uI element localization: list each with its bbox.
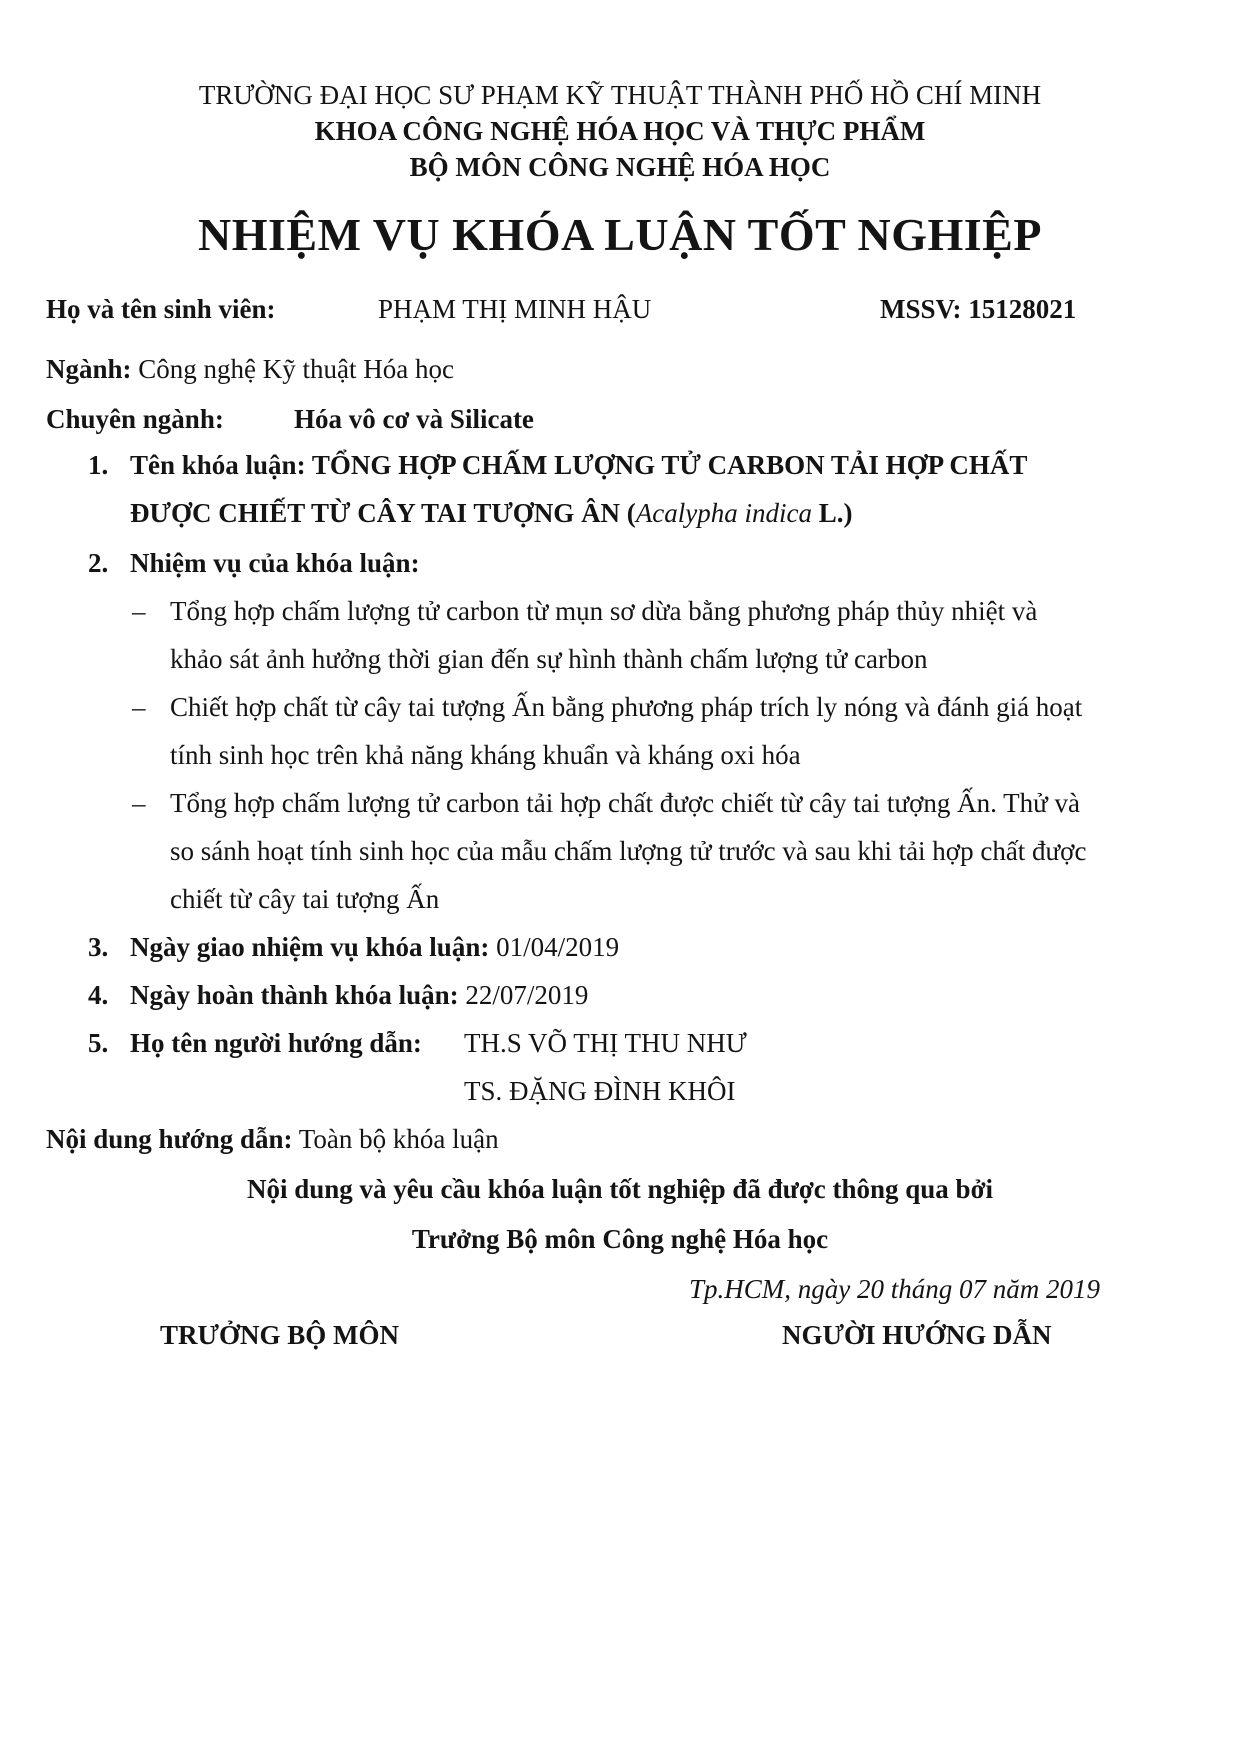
date-line: Tp.HCM, ngày 20 tháng 07 năm 2019 xyxy=(689,1274,1100,1304)
item-number: 5. xyxy=(88,1028,109,1058)
thesis-title-label: Tên khóa luận: xyxy=(130,450,306,480)
student-id-label: MSSV: xyxy=(880,294,962,324)
university-name: TRƯỜNG ĐẠI HỌC SƯ PHẠM KỸ THUẬT THÀNH PHỐ HỒ CHÍ MINH xyxy=(198,80,1042,110)
guidance-row xyxy=(46,1126,499,1153)
assign-date-row xyxy=(130,934,619,961)
task2-line2: tính sinh học trên khả năng kháng khuẩn và kháng oxi hóa xyxy=(170,740,801,770)
advisor-1: TH.S VÕ THỊ THU NHƯ xyxy=(464,1028,747,1058)
guidance-value: Toàn bộ khóa luận xyxy=(298,1124,499,1154)
major-row xyxy=(46,356,454,383)
item-number: 4. xyxy=(88,980,109,1010)
item-number: 3. xyxy=(88,932,109,962)
task3-line1: Tổng hợp chấm lượng tử carbon tải hợp chất được chiết từ cây tai tượng Ấn. Thử và xyxy=(170,788,1080,818)
student-id: 15128021 xyxy=(968,294,1077,324)
approval-line1: Nội dung và yêu cầu khóa luận tốt nghiệp đã được thông qua bởi xyxy=(246,1174,994,1204)
complete-date-value: 22/07/2019 xyxy=(465,980,589,1010)
bullet-dash: – xyxy=(132,788,146,818)
task1-line2: khảo sát ảnh hưởng thời gian đến sự hình thành chấm lượng tử carbon xyxy=(170,644,928,674)
bullet-dash: – xyxy=(132,596,146,626)
major-value: Công nghệ Kỹ thuật Hóa học xyxy=(138,354,454,384)
department-name: BỘ MÔN CÔNG NGHỆ HÓA HỌC xyxy=(409,152,831,182)
task3-line2: so sánh hoạt tính sinh học của mẫu chấm lượng tử trước và sau khi tải hợp chất được xyxy=(170,836,1087,866)
assign-date-value: 01/04/2019 xyxy=(496,932,620,962)
assign-date-label: Ngày giao nhiệm vụ khóa luận: xyxy=(130,932,490,962)
task1-line1: Tổng hợp chấm lượng tử carbon từ mụn sơ dừa bằng phương pháp thủy nhiệt và xyxy=(170,596,1038,626)
thesis-title-line1 xyxy=(130,452,1027,479)
thesis-title-line2-suffix: L.) xyxy=(812,498,853,528)
major-label: Ngành: xyxy=(46,354,132,384)
advisor-2: TS. ĐẶNG ĐÌNH KHÔI xyxy=(464,1076,736,1106)
thesis-title-line2 xyxy=(130,500,853,527)
student-name-label: Họ và tên sinh viên: xyxy=(46,294,276,324)
complete-date-label: Ngày hoàn thành khóa luận: xyxy=(130,980,459,1010)
page-title: NHIỆM VỤ KHÓA LUẬN TỐT NGHIỆP xyxy=(198,209,1042,260)
specialization-label: Chuyên ngành: xyxy=(46,404,224,434)
task2-line1: Chiết hợp chất từ cây tai tượng Ấn bằng phương pháp trích ly nóng và đánh giá hoạt xyxy=(170,692,1083,722)
faculty-name: KHOA CÔNG NGHỆ HÓA HỌC VÀ THỰC PHẨM xyxy=(314,116,926,146)
student-id-row xyxy=(880,296,1076,323)
item-number: 1. xyxy=(88,450,109,480)
bullet-dash: – xyxy=(132,692,146,722)
thesis-title-line2-prefix: ĐƯỢC CHIẾT TỪ CÂY TAI TƯỢNG ÂN ( xyxy=(130,498,636,528)
signature-left-title: TRƯỞNG BỘ MÔN xyxy=(160,1320,399,1350)
tasks-label: Nhiệm vụ của khóa luận: xyxy=(130,548,420,578)
thesis-title-text: TỔNG HỢP CHẤM LƯỢNG TỬ CARBON TẢI HỢP CHẤT xyxy=(311,450,1028,480)
specialization-value: Hóa vô cơ và Silicate xyxy=(294,404,534,434)
guidance-label: Nội dung hướng dẫn: xyxy=(46,1124,293,1154)
thesis-title-species: Acalypha indica xyxy=(635,498,813,528)
student-name: PHẠM THỊ MINH HẬU xyxy=(378,294,652,324)
complete-date-row xyxy=(130,982,588,1009)
approval-line2: Trưởng Bộ môn Công nghệ Hóa học xyxy=(411,1224,829,1254)
advisors-label: Họ tên người hướng dẫn: xyxy=(130,1028,422,1058)
task3-line3: chiết từ cây tai tượng Ấn xyxy=(170,884,440,914)
signature-right-title: NGƯỜI HƯỚNG DẪN xyxy=(782,1320,1052,1350)
item-number: 2. xyxy=(88,548,109,578)
